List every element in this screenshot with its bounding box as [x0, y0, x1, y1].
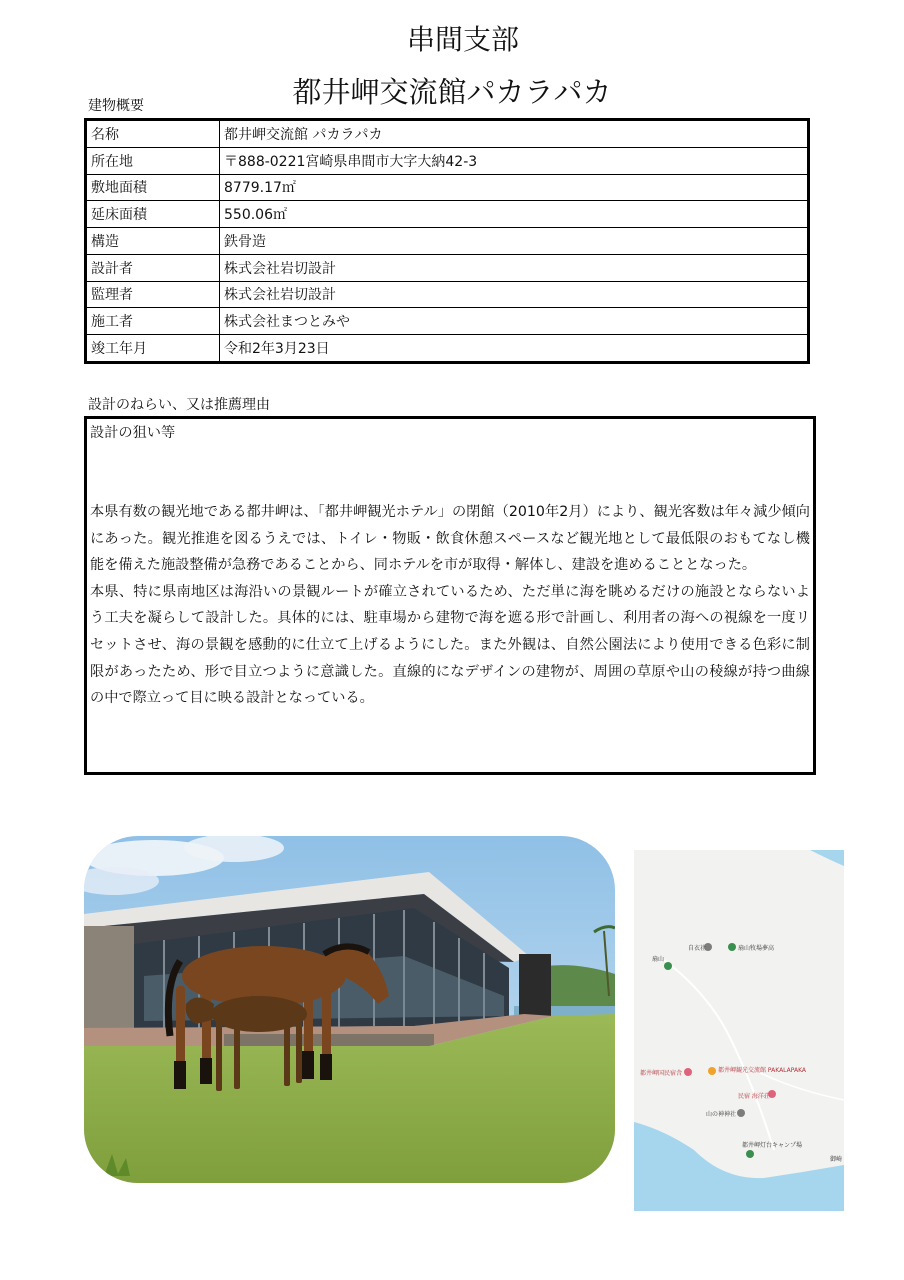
- row-value: 都井岬交流館 パカラパカ: [220, 120, 809, 148]
- table-row: [86, 201, 809, 228]
- row-value: 株式会社岩切設計: [220, 254, 809, 281]
- aim-box: [84, 416, 816, 775]
- lodging-pin-icon: [684, 1068, 692, 1076]
- map-shapes: [634, 850, 844, 1211]
- row-key: 設計者: [86, 254, 220, 281]
- building-photo: [84, 836, 615, 1183]
- row-key: 延床面積: [86, 201, 220, 228]
- table-row: [86, 281, 809, 308]
- map-label: 山の神神社: [706, 1111, 737, 1118]
- overview-table: [84, 118, 810, 364]
- row-value: 令和2年3月23日: [220, 335, 809, 363]
- row-key: 構造: [86, 228, 220, 255]
- location-map: [634, 850, 844, 1211]
- table-row: [86, 335, 809, 363]
- park-pin-icon: [664, 962, 672, 970]
- row-key: 竣工年月: [86, 335, 220, 363]
- row-value: 鉄骨造: [220, 228, 809, 255]
- building-title: 都井岬交流館パカラパカ: [292, 75, 612, 109]
- aim-paragraph: 本県有数の観光地である都井岬は、「都井岬観光ホテル」の閉館（2010年2月）により、観光客数は年々減少傾向にあった。観光推進を図るうえでは、トイレ・物販・飲食休憩スペースなど観光地として最低限のおもてなし機能を備えた施設整備が急務であることから、同ホテルを市が取得・解体し、建設を進めることとなった。: [90, 504, 810, 574]
- table-row: [86, 147, 809, 174]
- row-key: 監理者: [86, 281, 220, 308]
- table-row: [86, 120, 809, 148]
- building-photo-illustration: [84, 836, 615, 1183]
- camp-pin-icon: [746, 1150, 754, 1158]
- shrine-pin-icon: [737, 1109, 745, 1117]
- table-row: [86, 308, 809, 335]
- branch-title: 串間支部: [406, 23, 519, 56]
- overview-label: 建物概要: [88, 98, 144, 114]
- row-key: 施工者: [86, 308, 220, 335]
- park-pin-icon: [728, 943, 736, 951]
- map-label: 扇山牧場夢高: [738, 945, 775, 952]
- map-label: 扇山: [652, 956, 665, 963]
- row-value: 株式会社まつとみや: [220, 308, 809, 335]
- row-value: 8779.17㎡: [220, 174, 809, 201]
- map-label: 都井岬国民宿舎: [640, 1070, 683, 1077]
- row-value: 〒888-0221宮崎県串間市大字大納42-3: [220, 147, 809, 174]
- map-label: 民宿 海洋荘: [738, 1093, 770, 1100]
- aim-heading: 設計の狙い等: [90, 425, 176, 441]
- table-row: [86, 254, 809, 281]
- table-row: [86, 174, 809, 201]
- map-label: 都井岬灯台キャンプ場: [742, 1142, 803, 1149]
- table-row: [86, 228, 809, 255]
- map-label: 都井岬観光交流館 PAKALAPAKA: [718, 1067, 807, 1074]
- aim-paragraph: 本県、特に県南地区は海沿いの景観ルートが確立されているため、ただ単に海を眺めるだけの施設とならないよう工夫を凝らして設計した。具体的には、駐車場から建物で海を遮る形で計画し、利用者の海への視線を一度リセットさせ、海の景観を感動的に仕立て上げるようにした。また外観は、自然公園法により使用できる色彩に制限があったため、形で目立つように意識した。直線的になデザインの建物が、周囲の草原や山の稜線が持つ曲線の中で際立って目に映る設計となっている。: [90, 583, 810, 707]
- map-label: 自衣社: [688, 945, 707, 952]
- row-key: 敷地面積: [86, 174, 220, 201]
- row-key: 名称: [86, 120, 220, 148]
- aim-label: 設計のねらい、又は推薦理由: [88, 397, 270, 413]
- row-value: 550.06㎡: [220, 201, 809, 228]
- food-pin-icon[interactable]: [708, 1067, 716, 1075]
- row-value: 株式会社岩切設計: [220, 281, 809, 308]
- aim-body: [90, 499, 810, 712]
- row-key: 所在地: [86, 147, 220, 174]
- map-label: 御崎: [830, 1156, 843, 1163]
